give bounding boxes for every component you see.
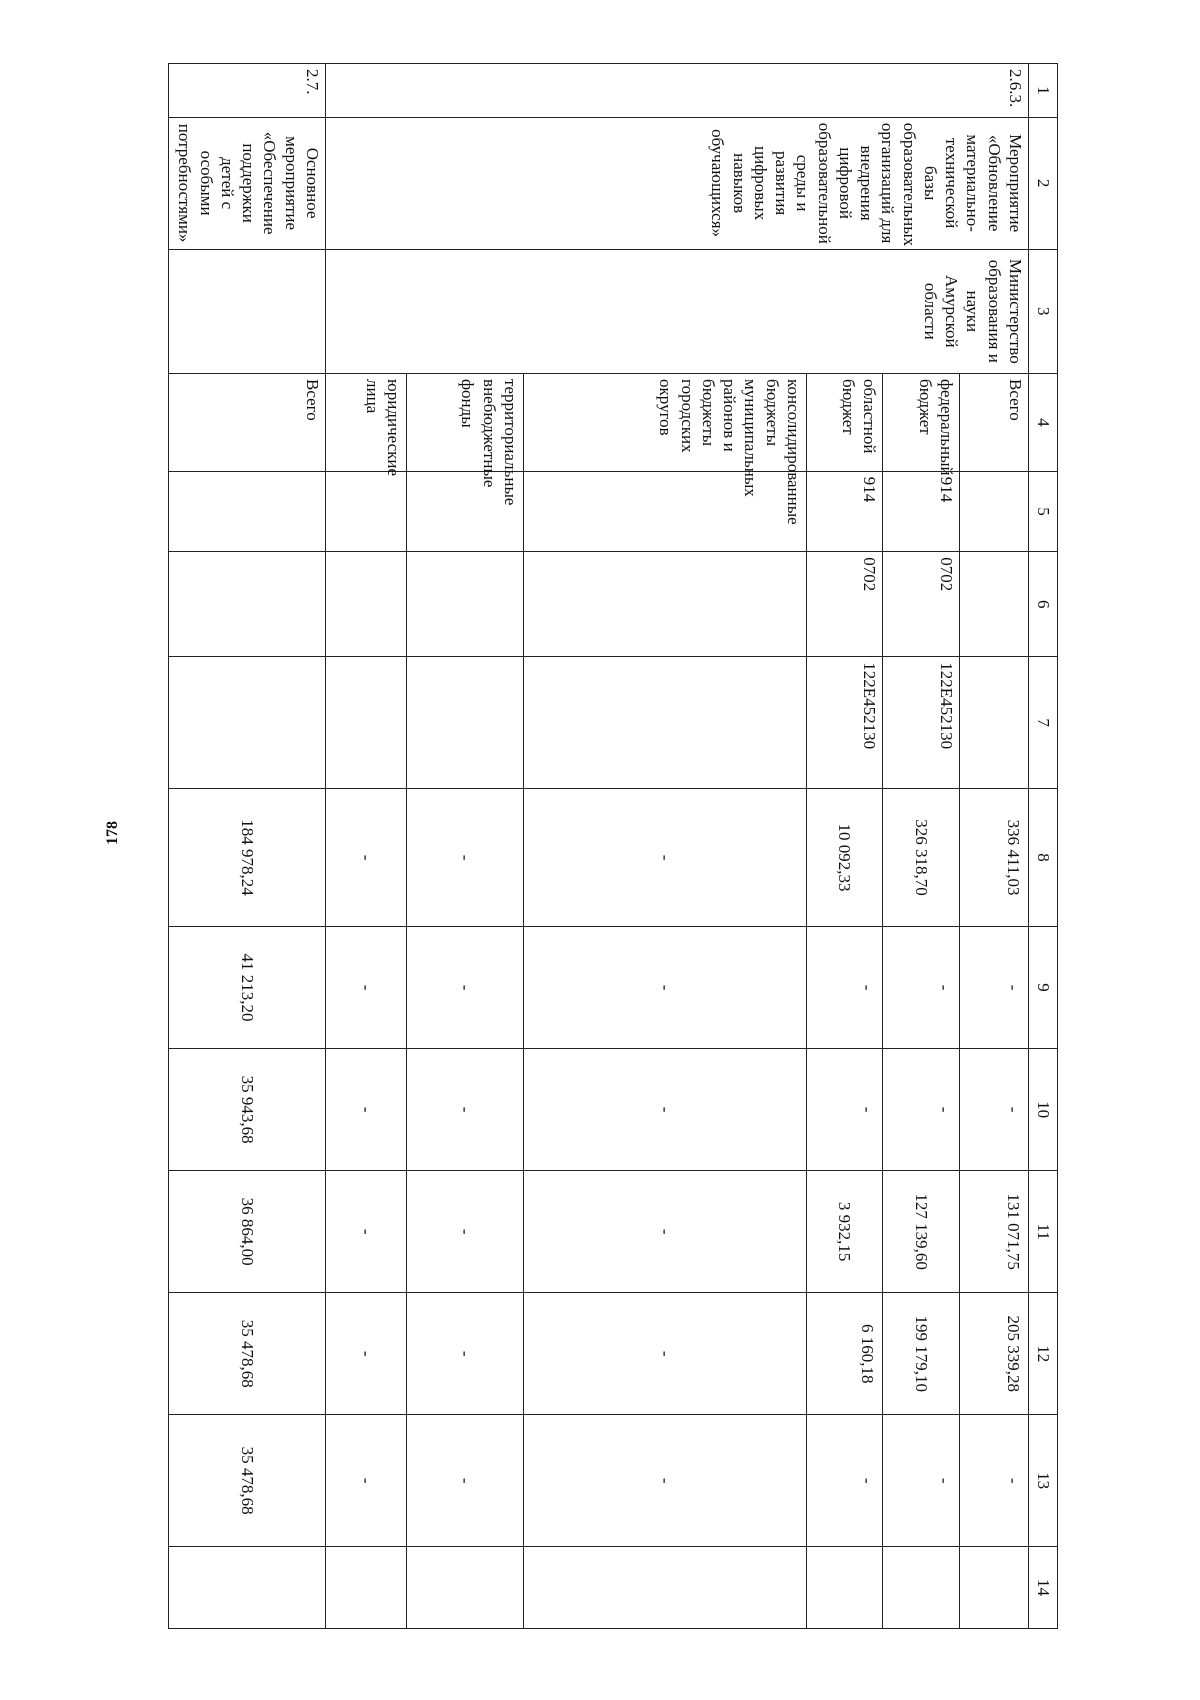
funding-source: областной бюджет (807, 374, 883, 472)
col-header: 10 (1029, 1049, 1058, 1171)
value-cell: 41 213,20 (169, 927, 326, 1049)
grbs-code (326, 471, 407, 552)
value-cell: - (524, 789, 807, 927)
funding-source: территориальные внебюджетные фонды (407, 374, 524, 472)
funding-source: Всего (169, 374, 326, 472)
executor (169, 249, 326, 374)
col-header: 8 (1029, 789, 1058, 927)
funding-source: юридические лица (326, 374, 407, 472)
grbs-code: 914 (807, 471, 883, 552)
value-cell: - (524, 1049, 807, 1171)
value-cell (883, 1547, 960, 1629)
measure-name: Мероприятие «Обновление материально-технической базы образовательных организаций для внедрения цифровой образовательной среды и развития цифровых навыков обучающихся» (326, 117, 1029, 249)
value-cell: - (407, 1415, 524, 1547)
value-cell: 127 139,60 (883, 1171, 960, 1293)
col-header: 14 (1029, 1547, 1058, 1629)
value-cell: - (407, 1293, 524, 1415)
value-cell: - (883, 927, 960, 1049)
rzpr-code (169, 552, 326, 657)
value-cell (407, 1547, 524, 1629)
col-header: 12 (1029, 1293, 1058, 1415)
table-row (960, 64, 1029, 1629)
value-cell: 199 179,10 (883, 1293, 960, 1415)
value-cell: 131 071,75 (960, 1171, 1029, 1293)
value-cell: - (524, 1293, 807, 1415)
grbs-code (169, 471, 326, 552)
funding-source: Всего (960, 374, 1029, 472)
row-number: 2.7. (169, 64, 326, 118)
rzpr-code (524, 552, 807, 657)
executor: Министерство образования и науки Амурской области (326, 249, 1029, 374)
funding-source: консолидированные бюджеты муниципальных районов и бюджеты городских округов (524, 374, 807, 472)
value-cell: 10 092,33 (807, 789, 883, 927)
rotated-table-container (175, 63, 1058, 1629)
value-cell: - (326, 789, 407, 927)
value-cell: - (960, 927, 1029, 1049)
value-cell: - (326, 927, 407, 1049)
rzpr-code: 0702 (883, 552, 960, 657)
value-cell: 35 943,68 (169, 1049, 326, 1171)
grbs-code: 914 (883, 471, 960, 552)
value-cell: - (326, 1415, 407, 1547)
value-cell: - (407, 1049, 524, 1171)
value-cell: - (883, 1415, 960, 1547)
csr-code: 122E452130 (807, 657, 883, 789)
csr-code (169, 657, 326, 789)
measure-name: Основное мероприятие «Обеспечение поддержки детей с особыми потребностями» (169, 117, 326, 249)
col-header: 5 (1029, 471, 1058, 552)
csr-code (326, 657, 407, 789)
table-row (169, 64, 326, 1629)
csr-code (407, 657, 524, 789)
value-cell: 184 978,24 (169, 789, 326, 927)
value-cell: - (407, 789, 524, 927)
page-number: 178 (104, 821, 121, 845)
col-header: 7 (1029, 657, 1058, 789)
value-cell: - (524, 1171, 807, 1293)
rzpr-code (326, 552, 407, 657)
value-cell (960, 1547, 1029, 1629)
value-cell: 6 160,18 (807, 1293, 883, 1415)
value-cell: - (883, 1049, 960, 1171)
col-header: 1 (1029, 64, 1058, 118)
csr-code: 122E452130 (883, 657, 960, 789)
value-cell: 3 932,15 (807, 1171, 883, 1293)
header-row (1029, 64, 1058, 1629)
value-cell: 336 411,03 (960, 789, 1029, 927)
value-cell: - (807, 1415, 883, 1547)
rzpr-code (407, 552, 524, 657)
col-header: 13 (1029, 1415, 1058, 1547)
value-cell: - (960, 1049, 1029, 1171)
value-cell: 326 318,70 (883, 789, 960, 927)
grbs-code (960, 471, 1029, 552)
col-header: 2 (1029, 117, 1058, 249)
value-cell: 205 339,28 (960, 1293, 1029, 1415)
csr-code (524, 657, 807, 789)
budget-table (168, 63, 1058, 1629)
value-cell: - (807, 927, 883, 1049)
value-cell: 36 864,00 (169, 1171, 326, 1293)
rzpr-code (960, 552, 1029, 657)
value-cell: 35 478,68 (169, 1293, 326, 1415)
value-cell: - (326, 1049, 407, 1171)
value-cell (807, 1547, 883, 1629)
col-header: 6 (1029, 552, 1058, 657)
funding-source: федеральный бюджет (883, 374, 960, 472)
value-cell: - (407, 1171, 524, 1293)
row-number: 2.6.3. (326, 64, 1029, 118)
value-cell (169, 1547, 326, 1629)
col-header: 9 (1029, 927, 1058, 1049)
value-cell: - (407, 927, 524, 1049)
value-cell (326, 1547, 407, 1629)
value-cell: - (326, 1171, 407, 1293)
value-cell: - (326, 1293, 407, 1415)
value-cell: - (524, 1415, 807, 1547)
csr-code (960, 657, 1029, 789)
col-header: 3 (1029, 249, 1058, 374)
rzpr-code: 0702 (807, 552, 883, 657)
value-cell: - (807, 1049, 883, 1171)
col-header: 11 (1029, 1171, 1058, 1293)
value-cell: 35 478,68 (169, 1415, 326, 1547)
col-header: 4 (1029, 374, 1058, 472)
value-cell: - (960, 1415, 1029, 1547)
value-cell: - (524, 927, 807, 1049)
value-cell (524, 1547, 807, 1629)
grbs-code (524, 471, 807, 552)
